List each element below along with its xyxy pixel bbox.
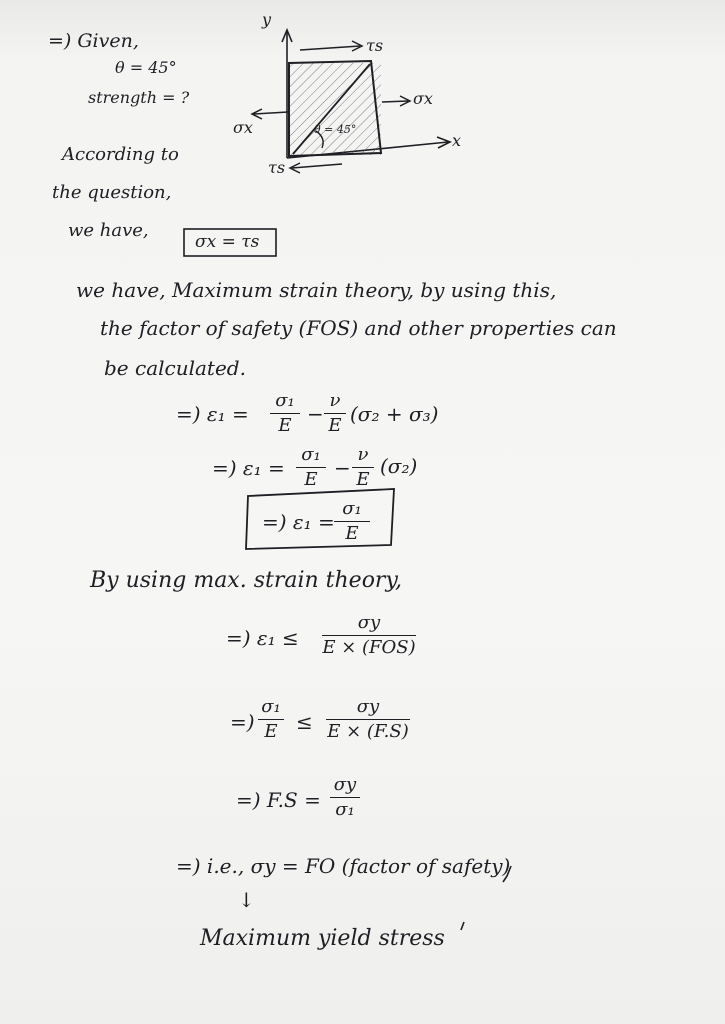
eq1-fraction-2 [324, 392, 346, 435]
eq1-fraction-1-denominator: E [278, 415, 292, 436]
eq1-fraction-1-numerator: σ₁ [275, 390, 295, 411]
eq2-fraction-1-denominator: E [304, 469, 318, 490]
eq1-fraction-2-numerator: ν [329, 390, 341, 411]
intro-line-2: the question, [52, 182, 172, 203]
eq5-lhs: =) [230, 710, 255, 734]
eq4-lhs: =) ε₁ ≤ [226, 626, 299, 650]
down-arrow: ↓ [238, 888, 255, 912]
eq5-fraction-right-numerator: σy [356, 696, 380, 717]
sigma-right-label: σx [413, 89, 433, 108]
y-axis-label: y [262, 10, 272, 29]
eq4-fraction [322, 614, 416, 657]
paragraph-line-2: the factor of safety (FOS) and other properties can [100, 316, 617, 340]
conclusion: Maximum yield stress [200, 926, 445, 951]
tau-bottom-label: τs [268, 158, 286, 177]
eq1-fraction-1 [270, 392, 300, 435]
eq4-fraction-denominator: E × (FOS) [322, 637, 416, 658]
eq1-fraction-2-denominator: E [328, 415, 342, 436]
eq5-fraction-left-numerator: σ₁ [261, 696, 281, 717]
eq2-fraction-2-denominator: E [356, 469, 370, 490]
eq5-fraction-left-denominator: E [264, 721, 278, 742]
eq6-fraction-numerator: σy [333, 774, 357, 795]
eq3-fraction [334, 500, 370, 543]
eq2-fraction-2-numerator: ν [357, 444, 369, 465]
eq1-minus: − [307, 402, 324, 426]
eq1-lhs: =) ε₁ = [176, 402, 249, 426]
tau-top-label: τs [366, 36, 384, 55]
eq2-fraction-2 [352, 446, 374, 489]
eq5-le: ≤ [296, 710, 313, 734]
paragraph-line-1: we have, Maximum strain theory, by using this, [76, 278, 557, 302]
eq5-fraction-right [326, 698, 410, 741]
given-theta: θ = 45° [115, 58, 177, 77]
boxed-relation: σx = τs [195, 232, 260, 252]
given-label: =) Given, [48, 30, 139, 52]
sigma-left-arrow [254, 112, 288, 114]
eq6-fraction [330, 776, 360, 819]
eq3-lhs: =) ε₁ = [262, 510, 335, 534]
tick-mark-2 [461, 922, 464, 930]
paragraph-line-3: be calculated. [104, 356, 246, 380]
eq2-lhs: =) ε₁ = [212, 456, 285, 480]
intro-line-3: we have, [68, 220, 149, 241]
eq4-fraction-numerator: σy [357, 612, 381, 633]
eq2-fraction-1-numerator: σ₁ [301, 444, 321, 465]
eq6-fraction-denominator: σ₁ [335, 799, 355, 820]
eq3-fraction-denominator: E [345, 523, 359, 544]
sigma-left-label: σx [233, 118, 253, 137]
eq1-tail: (σ₂ + σ₃) [350, 402, 439, 426]
angle-label: θ = 45° [314, 123, 357, 136]
tau-top-arrow [300, 46, 360, 50]
eq5-fraction-left [258, 698, 284, 741]
tau-bottom-arrow [292, 164, 342, 168]
x-axis-label: x [452, 131, 462, 150]
given-strength: strength = ? [88, 88, 190, 107]
intro-line-1: According to [62, 144, 179, 165]
theory-heading: By using max. strain theory, [90, 568, 402, 593]
eq6-lhs: =) F.S = [236, 788, 321, 812]
eq2-minus: − [334, 456, 351, 480]
eq3-fraction-numerator: σ₁ [342, 498, 362, 519]
eq7: =) i.e., σy = FO (factor of safety) [176, 854, 511, 878]
eq2-tail: (σ₂) [380, 454, 418, 478]
eq5-fraction-right-denominator: E × (F.S) [327, 721, 409, 742]
sigma-right-arrow [382, 101, 408, 102]
eq2-fraction-1 [296, 446, 326, 489]
